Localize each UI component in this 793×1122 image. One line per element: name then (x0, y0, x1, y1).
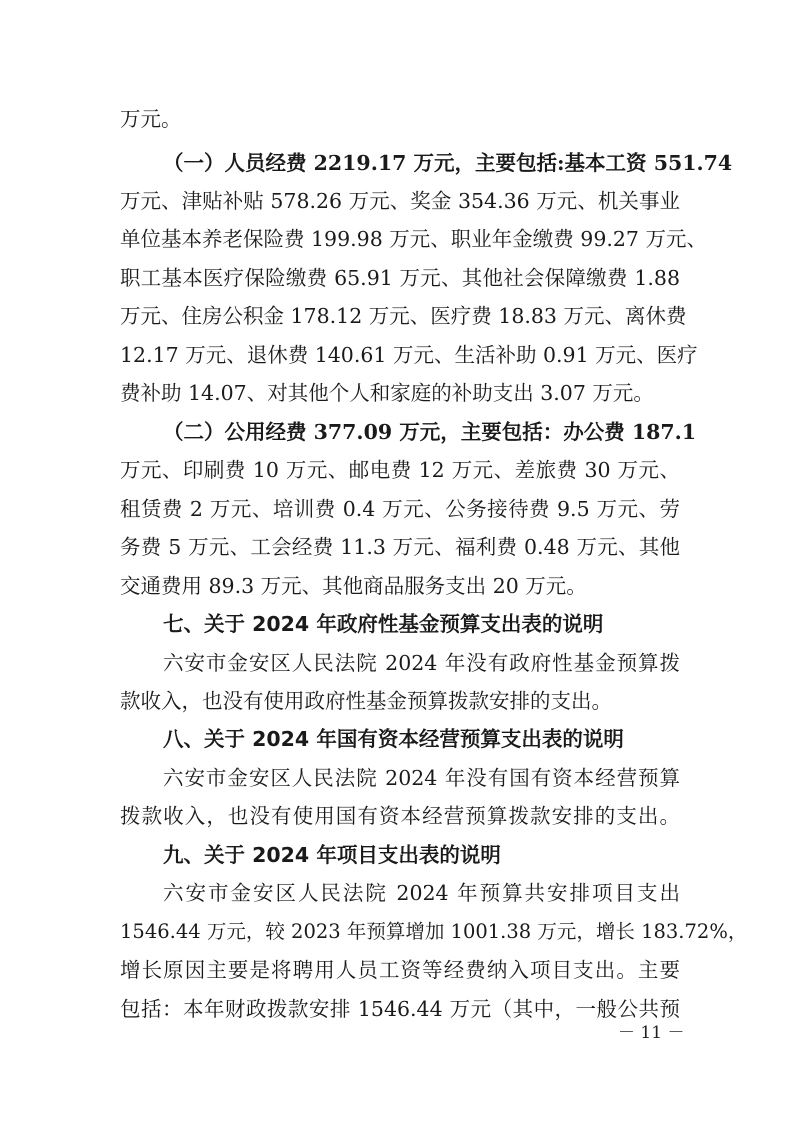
text-line: 款收入，也没有使用政府性基金预算拨款安排的支出。 (120, 689, 612, 713)
text-line: 单位基本养老保险费 199.98 万元、职业年金缴费 99.27 万元、 (120, 227, 707, 251)
text-line: 万元。 (120, 107, 182, 131)
text-line: 六安市金安区人民法院 2024 年没有政府性基金预算拨 (163, 651, 680, 675)
section-heading-7: 七、关于 2024 年政府性基金预算支出表的说明 (163, 612, 604, 636)
section-heading-8: 八、关于 2024 年国有资本经营预算支出表的说明 (163, 727, 624, 751)
text-line: 12.17 万元、退休费 140.61 万元、生活补助 0.91 万元、医疗 (120, 343, 698, 367)
text-line: 六安市金安区人民法院 2024 年预算共安排项目支出 (163, 881, 680, 905)
section-heading-9: 九、关于 2024 年项目支出表的说明 (163, 843, 501, 867)
text-line: 万元、印刷费 10 万元、邮电费 12 万元、差旅费 30 万元、 (120, 458, 680, 482)
text-line: 1546.44 万元，较 2023 年预算增加 1001.38 万元，增长 183.72%， (120, 920, 748, 943)
paragraph-public-expenses: （二）公用经费 377.09 万元，主要包括：办公费 187.1 (163, 420, 697, 444)
paragraph-personnel-expenses: （一）人员经费 2219.17 万元，主要包括:基本工资 551.74 (163, 151, 733, 175)
text-line: 六安市金安区人民法院 2024 年没有国有资本经营预算 (163, 766, 680, 790)
text-line: 包括：本年财政拨款安排 1546.44 万元（其中，一般公共预 (120, 997, 680, 1021)
text-line: 交通费用 89.3 万元、其他商品服务支出 20 万元。 (120, 574, 587, 598)
text-line: 万元、住房公积金 178.12 万元、医疗费 18.83 万元、离休费 (120, 304, 687, 328)
text-line: 拨款收入，也没有使用国有资本经营预算拨款安排的支出。 (120, 804, 680, 828)
text-line: 万元、津贴补贴 578.26 万元、奖金 354.36 万元、机关事业 (120, 189, 680, 213)
text-line: 租赁费 2 万元、培训费 0.4 万元、公务接待费 9.5 万元、劳 (120, 497, 680, 521)
page-number: － 11 － (618, 1023, 685, 1043)
text-line: 职工基本医疗保险缴费 65.91 万元、其他社会保障缴费 1.88 (120, 266, 680, 290)
text-line: 务费 5 万元、工会经费 11.3 万元、福利费 0.48 万元、其他 (120, 535, 680, 559)
text-line: 增长原因主要是将聘用人员工资等经费纳入项目支出。主要 (120, 958, 680, 982)
text-line: 费补助 14.07、对其他个人和家庭的补助支出 3.07 万元。 (120, 381, 654, 405)
